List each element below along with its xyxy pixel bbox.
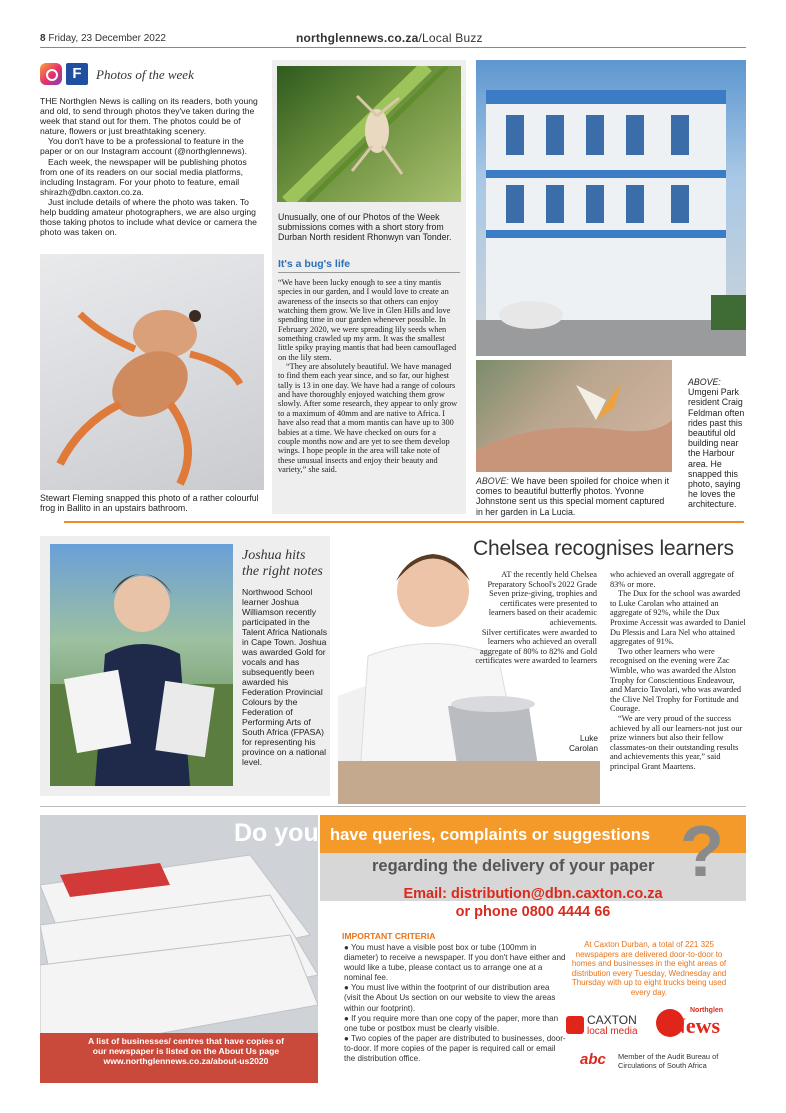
page-number: 8 [40, 33, 46, 44]
caption-text: We have been spoiled for choice when it comes to beautiful butterfly photos. Yvonne Johnstone sent us this special moment captured in her garden in La Lucia. [476, 476, 670, 517]
section-divider [64, 521, 744, 523]
frog-illustration [40, 254, 264, 490]
butterfly-caption [476, 476, 672, 517]
do-you-text: Do you [234, 819, 319, 847]
note-line: our newspaper is listed on the About Us page [92, 1046, 280, 1056]
abc-logo: abc [580, 1051, 606, 1068]
facebook-icon: F [66, 63, 88, 85]
luke-caption [558, 733, 598, 753]
caxton-logo-icon [566, 1016, 584, 1034]
logo-big-text: News [670, 1013, 721, 1038]
chelsea-col1 [473, 570, 597, 666]
bug-body [278, 278, 458, 474]
note-line: A list of businesses/ centres that have copies of [88, 1036, 284, 1046]
paragraph: Two other learners who were recognised on the evening were Zac Wimble, who was awarded the Alston Trophy for Conscientious Endeavour, and Marcio Tavolari, who was awarded the Clive Nel Trophy for Fortitude and Courage. [610, 646, 742, 714]
criteria-item: ● If you require more than one copy of the paper, more than one tube or postbox must be clearly visible. [344, 1013, 559, 1033]
chelsea-col2 [610, 570, 746, 771]
header-rule [40, 47, 746, 48]
joshua-photo [50, 544, 233, 786]
logo-line: CAXTON [587, 1013, 637, 1027]
distribution-list-note [86, 1036, 286, 1066]
criteria-text: Two copies of the paper are distributed to businesses, door-to-door. If more copies of the paper is required call or email the distribution office. [344, 1033, 566, 1064]
section-name: /Local Buzz [418, 31, 483, 45]
paragraph: Silver certificates were awarded to learners who achieved an overall aggregate of 80% to 82% and Gold certificates were awarded to learners [475, 627, 597, 666]
caption-line: Carolan [568, 743, 598, 754]
paragraph: The Dux for the school was awarded to Luke Carolan who attained an aggregate of 92%, while the Dux Proxime Accessit was awarded to Daniel Du Plessis and Lara Nel who attained aggregates of 91%. [610, 589, 746, 647]
phone-link[interactable]: or phone 0800 4444 66 [455, 904, 611, 920]
paragraph: “We have been lucky enough to see a tiny mantis species in our garden, and I would love to create an awareness of the insects so that others can enjoy watching them grow. We live in Glen Hills and love spending time in our garden whenever possible. In February 2020, we were spreading lily seeds when something crawled up my arm. It was the smallest little spiky praying mantis that had been camouflaged on the lily stem. [278, 278, 457, 362]
paragraph: AT the recently held Chelsea Preparatory School's 2022 Grade Seven prize-giving, trophies and certificates were presented to learners based on their academic achievements. [487, 570, 597, 627]
bug-heading-rule [278, 272, 460, 273]
butterfly-illustration [476, 360, 672, 472]
northglen-news-logo [652, 1005, 742, 1041]
logo-line: local media [587, 1026, 638, 1037]
note-line[interactable]: www.northglennews.co.za/about-us2020 [103, 1056, 269, 1066]
issue-date: Friday, 23 December 2022 [48, 33, 166, 44]
caption-lead: ABOVE: [688, 377, 721, 387]
title-line: the right notes [242, 564, 323, 579]
instagram-icon [40, 63, 62, 85]
criteria-item: ● You must have a visible post box or tube (100mm in diameter) to receive a newspaper. If you don't have either and would like a tube, please contact us to arrange one at a nominal fee. [344, 943, 566, 983]
frog-caption: Stewart Fleming snapped this photo of a rather colourful frog in Ballito in an upstairs bathroom. [40, 493, 259, 514]
building-caption [688, 377, 748, 510]
criteria-text: You must have a visible post box or tube (100mm in diameter) to receive a newspaper. If you don't have either and would like a tube, please contact us to arrange one at a nominal fee. [344, 943, 566, 983]
caption-line: Luke [580, 733, 598, 743]
ad-contact [320, 885, 746, 921]
frog-photo [40, 254, 264, 490]
criteria-item: ● Two copies of the paper are distributed to businesses, door-to-door. If more copies of the paper is required call or email the distribution office. [344, 1033, 566, 1064]
paragraph: Each week, the newspaper will be publishing photos from one of its readers on our social media platforms, including Instagram. For your photo to feature, email shirazh@dbn.caxton.co.za. [40, 156, 247, 197]
paragraph: who achieved an overall aggregate of 83% or more. [610, 570, 735, 589]
building-photo [476, 60, 746, 356]
caption-lead: ABOVE: [476, 476, 509, 486]
paragraph: You don't have to be a professional to feature in the paper or on our Instagram account (@northglennews). [40, 136, 247, 157]
criteria-text: You must live within the footprint of our distribution area (visit the About Us section on our website to view the areas within our footprint). [344, 983, 556, 1013]
paragraph: Just include details of where the photo was taken. To help budding amateur photographers, we are also urging those taking photos to include what device or camera the photo was taken on. [40, 196, 257, 238]
ad-subline: regarding the delivery of your paper [372, 857, 655, 875]
question-mark-icon: ? [680, 815, 724, 892]
criteria-item: ● You must live within the footprint of our distribution area (visit the About Us section on our website to view the areas within our footprint). [344, 983, 556, 1013]
photos-of-week-body [40, 96, 264, 237]
joshua-body: Northwood School learner Joshua Williamson recently participated in the Talent Africa Nationals in Cape Town. Joshua was awarded Gold for vocals and has subsequently been awarded his Federation Provincial Colours by the Federation of Performing Arts of South Africa (FPASA) for representing his province on a national level. [242, 587, 328, 767]
bug-heading: It's a bug's life [278, 258, 351, 270]
site-name: northglennews.co.za [296, 31, 419, 45]
page-header-left [40, 33, 166, 44]
paragraph: “They are absolutely beautiful. We have managed to find them each year since, and so far, our highest tally is 13 in one day. We have had a range of colours and have thoroughly enjoyed watching them grow slowly. After some research, they appear to only grow to a maximum of 40mm and are native to Africa. I have also read that a mom mantis can have up to 300 babies at a time. We have checked on ours for a couple months now and are yet to see them develop wings. I hope people in the area will take note of these unusual insects and enjoy their beauty and variety,” she said. [278, 362, 458, 474]
paragraph: “We are very proud of the success achieved by all our learners-not just our prize winners but also their fellow classmates-on their outstanding results and achievements this year,” said principal Grant Maartens. [610, 713, 743, 771]
bug-intro: Unusually, one of our Photos of the Week submissions comes with a short story from Durban North resident Rhonwyn van Tonder. [278, 212, 452, 243]
joshua-title [242, 548, 328, 580]
ad-headline: have queries, complaints or suggestions [330, 826, 651, 844]
joshua-illustration [50, 544, 233, 786]
abc-text: Member of the Audit Bureau of Circulations of South Africa [618, 1052, 719, 1070]
title-line: Joshua hits [242, 548, 306, 563]
criteria-list [344, 943, 566, 1064]
page-header-right [296, 31, 483, 45]
criteria-title: IMPORTANT CRITERIA [342, 931, 436, 941]
paragraph: THE Northglen News is calling on its readers, both young and old, to send through photos they've taken during the week that stand out for them. The photos could be of nature, flowers or just breathtaking scenery. [40, 96, 258, 137]
caxton-note: At Caxton Durban, a total of 221 325 newspapers are delivered door-to-door to homes and businesses in the eight areas of distribution every Tuesday, Wednesday and Thursday with up to eight trucks being used every day. [571, 940, 727, 997]
logo-small-text: Northglen [690, 1007, 724, 1014]
caption-text: Umgeni Park resident Craig Feldman often rides past this beautiful old building near the Harbour area. He snapped this photo, saying he loves the architecture. [688, 387, 745, 510]
mantis-photo [277, 66, 461, 202]
caxton-logo [587, 1015, 638, 1037]
butterfly-photo [476, 360, 672, 472]
criteria-text: If you require more than one copy of the paper, more than one tube or postbox must be clearly visible. [344, 1013, 559, 1033]
email-link[interactable]: Email: distribution@dbn.caxton.co.za [403, 886, 663, 902]
chelsea-title: Chelsea recognises learners [473, 537, 734, 560]
mantis-illustration [277, 66, 461, 202]
photos-of-week-title: Photos of the week [96, 67, 194, 82]
delivery-advert [40, 815, 746, 1083]
building-illustration [476, 60, 746, 356]
ad-divider [40, 806, 746, 807]
